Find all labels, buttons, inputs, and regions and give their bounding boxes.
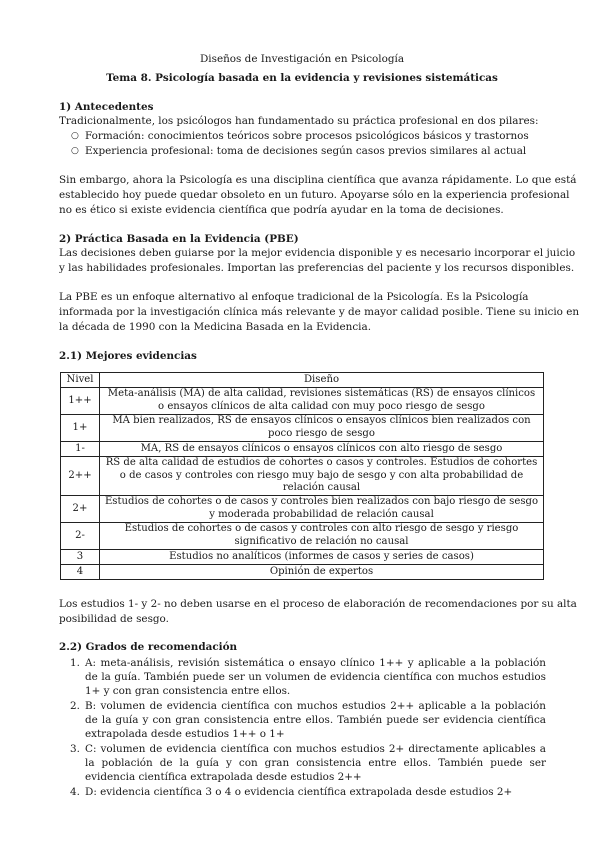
- list-number: 4.: [70, 786, 80, 798]
- list-number: 1.: [70, 657, 80, 669]
- column-header-level: Nivel: [61, 373, 100, 388]
- paragraph-line: y las habilidades profesionales. Importan las preferencias del paciente y los recursos disponibles.: [59, 262, 575, 274]
- section-2-1-heading: 2.1) Mejores evidencias: [59, 350, 197, 362]
- paragraph-line: la década de 1990 con la Medicina Basada en la Evidencia.: [59, 321, 372, 333]
- list-text: D: evidencia científica 3 o 4 o evidencia científica extrapolada desde estudios 2+: [85, 786, 513, 798]
- topic-title: Tema 8. Psicología basada en la evidencia y revisiones sistemáticas: [106, 72, 498, 84]
- level-cell: 1+: [61, 415, 100, 442]
- table-row: [61, 550, 544, 565]
- design-cell: Estudios de cohortes o de casos y controles bien realizados con bajo riesgo de sesgo y moderada probabilidad de relación causal: [100, 496, 544, 523]
- design-cell: Estudios no analíticos (informes de casos y series de casos): [100, 550, 544, 565]
- level-cell: 2-: [61, 523, 100, 550]
- list-item: [62, 785, 546, 799]
- level-cell: 4: [61, 565, 100, 580]
- table-row: [61, 442, 544, 457]
- design-cell: MA bien realizados, RS de ensayos clínicos o ensayos clínicos bien realizados con poco riesgo de sesgo: [100, 415, 544, 442]
- list-item: [62, 742, 546, 784]
- table-row: [61, 496, 544, 523]
- recommendation-grades-list: [62, 656, 546, 800]
- list-number: 3.: [70, 743, 80, 755]
- list-item: [62, 656, 546, 698]
- paragraph-line: establecido hoy puede quedar obsoleto en un futuro. Apoyarse sólo en la experiencia profesional: [59, 189, 570, 201]
- table-header-row: [61, 373, 544, 388]
- design-cell: Estudios de cohortes o de casos y controles con alto riesgo de sesgo y riesgo significativo de relación no causal: [100, 523, 544, 550]
- paragraph-line: Los estudios 1- y 2- no deben usarse en el proceso de elaboración de recomendaciones por su alta: [59, 598, 577, 610]
- paragraph-line: no es ético si existe evidencia científica que podría ayudar en la toma de decisiones.: [59, 204, 504, 216]
- list-item: ○ Experiencia profesional: toma de decisiones según casos previos similares al actual: [62, 144, 529, 159]
- section-2-2-heading: 2.2) Grados de recomendación: [59, 641, 238, 653]
- section-1-intro: Tradicionalmente, los psicólogos han fundamentado su práctica profesional en dos pilares:: [59, 115, 539, 127]
- course-title: Diseños de Investigación en Psicología: [199, 53, 405, 65]
- design-cell: MA, RS de ensayos clínicos o ensayos clínicos con alto riesgo de sesgo: [100, 442, 544, 457]
- section-2-heading: 2) Práctica Basada en la Evidencia (PBE): [59, 233, 299, 245]
- paragraph-line: posibilidad de sesgo.: [59, 613, 169, 625]
- list-text: A: meta-análisis, revisión sistemática o ensayo clínico 1++ y aplicable a la población de la guía. También puede ser un volumen de evidencia científica con muchos estudios 1+ y con gran consistencia entre ellos.: [85, 657, 546, 697]
- table-row: [61, 523, 544, 550]
- paragraph-line: informada por la investigación clínica más relevante y de mayor calidad posible. Tiene su inicio en: [59, 306, 580, 318]
- design-cell: Opinión de expertos: [100, 565, 544, 580]
- table-row: [61, 457, 544, 496]
- paragraph-line: Las decisiones deben guiarse por la mejor evidencia disponible y es necesario incorporar el juicio: [59, 247, 576, 259]
- level-cell: 1++: [61, 388, 100, 415]
- level-cell: 2+: [61, 496, 100, 523]
- table-row: [61, 565, 544, 580]
- list-text: C: volumen de evidencia científica con muchos estudios 2+ directamente aplicables a la población de la guía y con gran consistencia entre ellos. También puede ser evidencia científica extrapolada desde estudios 2++: [85, 743, 546, 783]
- evidence-table: [60, 372, 544, 580]
- level-cell: 2++: [61, 457, 100, 496]
- table-row: [61, 388, 544, 415]
- list-item: ○ Formación: conocimientos teóricos sobre procesos psicológicos básicos y trastornos: [62, 129, 529, 144]
- list-number: 2.: [70, 700, 80, 712]
- list-item: [62, 699, 546, 741]
- table-row: [61, 415, 544, 442]
- section-1-heading: 1) Antecedentes: [59, 101, 154, 113]
- paragraph-line: La PBE es un enfoque alternativo al enfoque tradicional de la Psicología. Es la Psicología: [59, 291, 529, 303]
- design-cell: RS de alta calidad de estudios de cohortes o casos y controles. Estudios de cohortes o de casos y controles con riesgo muy bajo de sesgo y con alta probabilidad de relación causal: [100, 457, 544, 496]
- list-text: B: volumen de evidencia científica con muchos estudios 2++ aplicable a la población de la guía y con gran consistencia entre ellos. También puede ser evidencia científica extrapolada desde estudios 1++ o 1+: [85, 700, 546, 740]
- paragraph-line: Sin embargo, ahora la Psicología es una disciplina científica que avanza rápidamente. Lo que está: [59, 174, 577, 186]
- pillars-list: [62, 129, 529, 158]
- design-cell: Meta-análisis (MA) de alta calidad, revisiones sistemáticas (RS) de ensayos clínicos o ensayos clínicos de alta calidad con muy poco riesgo de sesgo: [100, 388, 544, 415]
- column-header-design: Diseño: [100, 373, 544, 388]
- level-cell: 1-: [61, 442, 100, 457]
- level-cell: 3: [61, 550, 100, 565]
